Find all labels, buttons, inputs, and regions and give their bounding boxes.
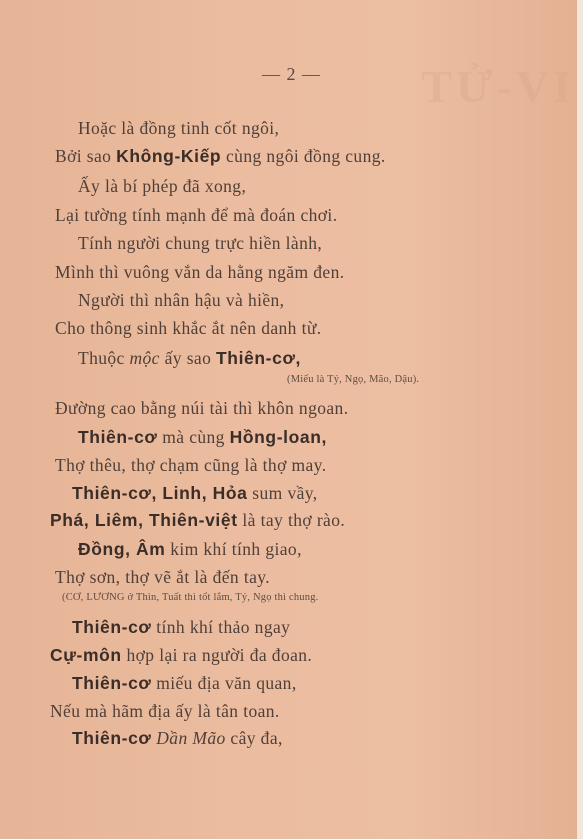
verse-line [78,348,301,369]
line-text: sum vầy, [247,483,318,503]
star-name-text: Thiên-cơ [78,427,158,447]
star-name-text: Không-Kiếp [116,146,222,166]
verse-line [78,539,302,560]
verse-line [50,701,280,722]
star-name-text: Thiên-cơ [72,728,152,748]
verse-line [55,455,326,476]
page-spine-edge [577,0,583,839]
verse-line [55,146,386,167]
verse-line [55,318,322,339]
star-name-text: Thiên-cơ, Linh, Hỏa [72,483,248,503]
line-text: ấy sao [159,348,217,368]
verse-line [78,427,327,448]
star-name-text: Thiên-cơ [72,617,152,637]
line-text: Đường cao bằng núi tài thì khôn ngoan. [55,398,349,418]
verse-line [72,728,283,749]
line-text: Nếu mà hãm địa ấy là tân toan. [50,701,280,721]
verse-line [78,290,284,311]
verse-line [72,483,318,504]
line-text: miếu địa văn quan, [151,673,297,693]
emphasis-text: mộc [129,348,160,368]
star-name-text: Hồng-loan, [229,427,327,447]
line-text: cây đa, [225,728,283,748]
line-text: (Miếu là Tý, Ngọ, Mão, Dậu). [287,374,420,385]
line-text: Mình thì vuông vắn da hằng ngăm đen. [55,262,345,282]
verse-line [50,645,312,666]
page-number: — 2 — [262,64,321,84]
annotation-note [287,374,419,385]
line-text: Tính người chung trực hiền lành, [78,233,323,253]
line-text: cùng ngôi đồng cung. [221,146,386,166]
star-name-text: Thiên-cơ, [216,348,301,368]
line-text: Hoặc là đồng tinh cốt ngôi, [78,118,280,138]
verse-line [72,673,297,694]
verse-line [72,617,290,638]
verse-line [78,118,279,139]
star-name-text: Đồng, Âm [78,539,166,559]
verse-line [78,176,246,197]
line-text: hợp lại ra người đa đoan. [121,645,313,665]
line-text: Người thì nhân hậu và hiền, [78,290,285,310]
line-text: (CƠ, LƯƠNG ở Thìn, Tuất thì tốt lắm, Tý, Ngọ thì chung. [62,592,319,603]
verse-line [55,262,345,283]
emphasis-text: Dần Mão [156,728,226,748]
line-text: Cho thông sinh khắc ắt nên danh từ. [55,318,322,338]
verse-line [78,233,322,254]
line-text: Bởi sao [55,146,117,166]
line-text: Ấy là bí phép đã xong, [78,176,247,196]
line-text: Thợ sơn, thợ vẽ ắt là đến tay. [55,567,271,587]
line-text: Thợ thêu, thợ chạm cũng là thợ may. [55,455,327,475]
star-name-text: Cự-môn [50,645,122,665]
verse-line [55,567,270,588]
verse-line [55,205,337,226]
line-text: Thuộc [78,348,130,368]
star-name-text: Thiên-cơ [72,673,152,693]
line-text: kim khí tính giao, [165,539,302,559]
line-text: tính khí thảo ngay [151,617,291,637]
verse-line [55,398,348,419]
verse-line [50,510,345,531]
line-text: là tay thợ rào. [237,510,346,530]
line-text: Lại tường tính mạnh để mà đoán chơi. [55,205,338,225]
bleed-through-heading: TỬ-VI [421,61,575,112]
line-text: mà cùng [157,427,230,447]
annotation-note [62,592,318,603]
star-name-text: Phá, Liêm, Thiên-việt [50,510,238,530]
